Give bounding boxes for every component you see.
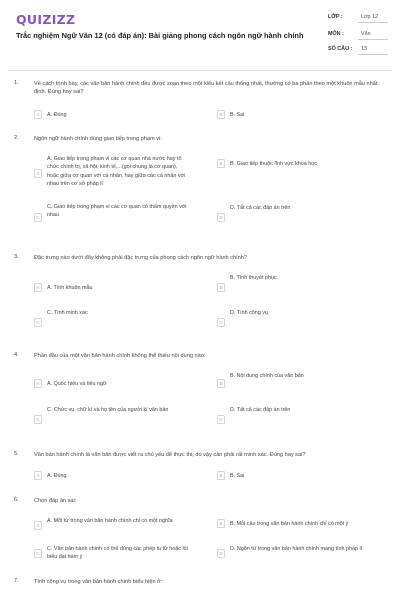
question-number: 7. (14, 578, 19, 584)
option-text: D. Tính công vụ (230, 310, 268, 316)
option-letter-box: B (217, 519, 225, 528)
question-text: Phần đầu của một văn bản hành chính không thể thiếu nội dung nào: (34, 353, 206, 359)
meta-label: LỚP : (328, 14, 343, 20)
meta-value: Văn (361, 31, 371, 37)
meta-subject (328, 29, 388, 40)
option-letter-box: A (34, 521, 42, 530)
option-letter-box: D (217, 415, 225, 424)
option-text: D. Tất cả các đáp án trên (230, 205, 291, 211)
option-letter-box: D (217, 213, 225, 222)
option-letter-box: A (34, 110, 42, 119)
option-text: A. Tính khuôn mẫu (47, 285, 93, 291)
option-letter-box: A (34, 471, 42, 480)
option-text: D. Tất cả các đáp án trên (230, 407, 291, 413)
option-text: A. Đúng (47, 473, 67, 479)
option-letter-box: D (217, 318, 225, 327)
quizizz-logo: QUIZIZZ (16, 12, 76, 27)
option-letter-box: A (34, 379, 42, 388)
option-text: A. Đúng (47, 112, 67, 118)
option-letter-box: B (217, 471, 225, 480)
question-number: 3. (14, 254, 19, 260)
option-letter-box: A (34, 169, 42, 178)
meta-value: 13 (361, 46, 367, 52)
option-text: A. Quốc hiệu và tiêu ngữ (47, 381, 107, 387)
question-text: Văn bản hành chính là văn bản được viết ra chủ yếu để thực thi, do vậy cần phải rất minh xác. Đúng hay sai? (34, 452, 306, 458)
option-text: B. Tính thuyết phục (230, 275, 277, 281)
option-text: C. Văn bản hành chính có thể dùng các phép tu từ hoặc lối biểu đạt hàm ý (47, 546, 188, 561)
question-number: 6. (14, 497, 19, 503)
option-text: A. Mỗi từ trong văn bản hành chính chỉ có một nghĩa (47, 518, 173, 524)
question-text: Tính công vụ trong văn bản hành chính biểu hiện ở: (34, 579, 163, 585)
question-number: 5. (14, 451, 19, 457)
option-letter-box: B (217, 159, 225, 168)
option-text: C. Giao tiếp trong phạm vi các cơ quan có thẩm quyền với nhau (47, 204, 187, 219)
meta-question-count (328, 44, 388, 55)
page-title: Trắc nghiệm Ngữ Văn 12 (có đáp án): Bài giảng phong cách ngôn ngữ hành chính (16, 31, 304, 40)
option-letter-box: D (217, 549, 225, 558)
option-letter-box: B (217, 110, 225, 119)
option-letter-box: A (34, 283, 42, 292)
question-number: 4. (14, 352, 19, 358)
question-number: 2. (14, 135, 19, 141)
meta-label: MÔN : (328, 31, 344, 37)
option-text: B. Sai (230, 112, 245, 118)
option-letter-box: C (34, 318, 42, 327)
option-letter-box: B (217, 379, 225, 388)
option-text: A. Giao tiếp trong phạm vi các cơ quan nhà nước hay tổ chức chính trị, xã hội, kinh tế,...(gọi chung là cơ quan), hoặc giữa cơ quan với cá nhân, hay giữa các cá nhân với nhau trên cơ sở pháp lí (47, 156, 186, 188)
option-text: B. Mỗi câu trong văn bản hành chính chỉ có một ý (230, 521, 349, 527)
question-text: Ngôn ngữ hành chính dùng giao tiếp trong phạm vi: (34, 136, 162, 142)
question-text: Chọn đáp án sai: (34, 498, 77, 504)
meta-underline (358, 22, 388, 23)
header-divider (8, 70, 392, 71)
question-text: Về cách trình bày, các văn bản hành chính đều được soạn theo một kiểu kết cấu thống nhất, thường có ba phần theo một khuôn mẫu nhất định. Đúng hay sai? (34, 81, 378, 96)
option-letter-box: B (217, 283, 225, 292)
option-text: C. Tính minh xác (47, 310, 88, 316)
question-text: Đặc trưng nào dưới đây không phải đặc trưng của phong cách ngôn ngữ hành chính? (34, 255, 248, 261)
option-text: B. Nội dung chính của văn bản (230, 373, 304, 379)
option-letter-box: C (34, 415, 42, 424)
option-text: C. Chức vụ, chữ kí và họ tên của người kí văn bản (47, 407, 169, 413)
meta-value: Lớp 12 (361, 14, 379, 20)
meta-underline (358, 39, 388, 40)
question-number: 1. (14, 80, 19, 86)
option-letter-box: C (34, 213, 42, 222)
option-text: B. Giao tiếp thuộc lĩnh vực khoa học (230, 161, 317, 167)
option-letter-box: C (34, 549, 42, 558)
option-text: D. Ngôn từ trong văn bản hành chính mang tính pháp lí (230, 546, 363, 552)
option-text: B. Sai (230, 473, 245, 479)
document-header (0, 0, 400, 70)
meta-underline (358, 54, 388, 55)
meta-grade (328, 12, 388, 23)
meta-label: SỐ CÂU : (328, 46, 353, 52)
